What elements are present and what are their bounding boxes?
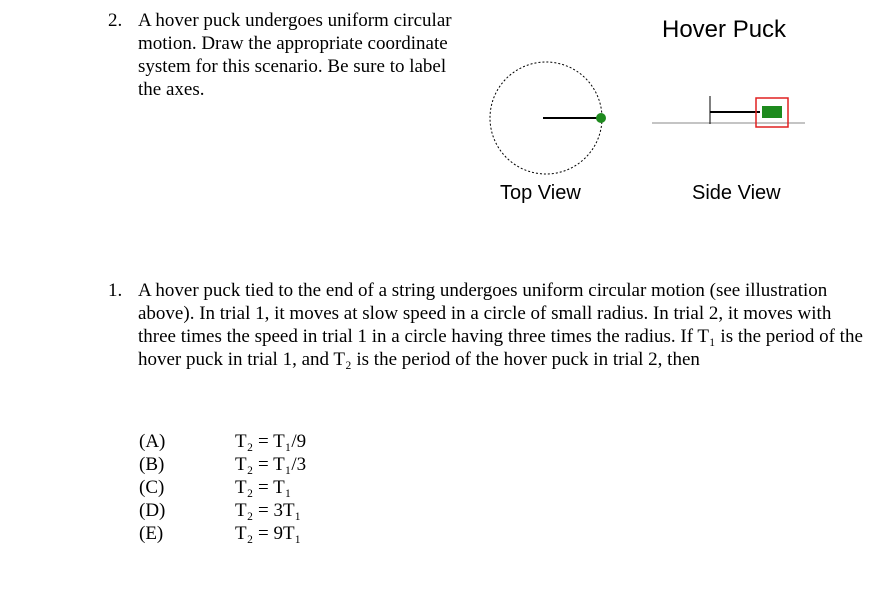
question-2-number: 2. [108,10,123,31]
question-1-number: 1. [108,280,123,301]
choice-answer: T₂ = 9T₁ [235,523,302,544]
question-1-text: A hover puck tied to the end of a string undergoes uniform circular motion (see illustration above). In trial 1, it moves at slow speed in a circle of small radius. In trial 2, it moves with three times the speed in trial 1 in a circle having three times the radius. If T₁ is the period of the hover puck in trial 1, and T₂ is the period of the hover puck in trial 2, then [138,280,863,370]
choice-answer: T₂ = T₁/3 [235,454,307,475]
choice-answer: T₂ = T₁/9 [235,431,307,452]
top-view-puck [596,113,606,123]
top-view-label: Top View [500,182,581,204]
choice-letter: (E) [139,523,164,544]
figure-title: Hover Puck [662,16,787,43]
choice-letter: (C) [139,477,165,498]
choice-letter: (B) [139,454,165,475]
side-view-label: Side View [692,182,781,204]
side-view-puck [762,106,782,118]
choice-letter: (D) [139,500,166,521]
question-2-text: A hover puck undergoes uniform circular motion. Draw the appropriate coordinate system for this scenario. Be sure to label the axes. [138,10,452,100]
choice-letter: (A) [139,431,166,452]
top-view-circle-path [490,62,602,174]
choice-answer: T₂ = 3T₁ [235,500,302,521]
side-view-puck-box [756,98,788,127]
choice-answer: T₂ = T₁ [235,477,292,498]
